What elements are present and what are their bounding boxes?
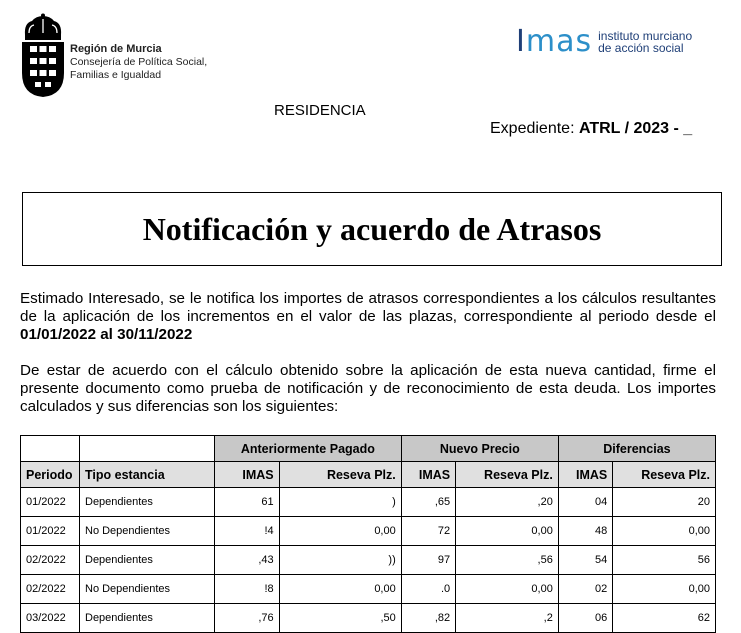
col-new-imas: IMAS — [401, 462, 455, 488]
table-cell: 02 — [558, 575, 612, 604]
table-cell: 0,00 — [456, 575, 559, 604]
table-cell: !4 — [215, 517, 280, 546]
imas-tagline: instituto murciano de acción social — [598, 29, 693, 55]
table-cell: ,76 — [215, 604, 280, 633]
table-cell: ,43 — [215, 546, 280, 575]
imas-wordmark: Imas — [516, 24, 593, 59]
table-row — [21, 604, 716, 633]
imas-logo — [516, 24, 693, 59]
paragraph-agreement: De estar de acuerdo con el cálculo obtenido sobre la aplicación de esta nueva cantidad, firme el presente documento como prueba de notificación y de reconocimiento de esta deuda. Los importes calculados y sus diferencias son los siguientes: — [20, 362, 716, 415]
table-cell: 0,00 — [279, 575, 401, 604]
table-cell: No Dependientes — [80, 517, 215, 546]
expediente-label: Expediente: — [490, 120, 575, 137]
table-cell: 06 — [558, 604, 612, 633]
table-group-header-row — [21, 436, 716, 462]
table-cell: 56 — [613, 546, 716, 575]
table-row — [21, 575, 716, 604]
table-cell: !8 — [215, 575, 280, 604]
region-department-block — [70, 43, 207, 82]
table-cell: 72 — [401, 517, 455, 546]
document-title: Notificación y acuerdo de Atrasos — [142, 210, 602, 247]
col-prev-reserva: Reseva Plz. — [279, 462, 401, 488]
table-cell: ,65 — [401, 488, 455, 517]
group-anteriormente-pagado: Anteriormente Pagado — [215, 436, 402, 462]
col-prev-imas: IMAS — [215, 462, 280, 488]
table-cell: ,56 — [456, 546, 559, 575]
table-cell: ,50 — [279, 604, 401, 633]
table-cell: No Dependientes — [80, 575, 215, 604]
table-cell: 0,00 — [456, 517, 559, 546]
group-diferencias: Diferencias — [558, 436, 715, 462]
expediente-value: ATRL / 2023 - _ — [578, 120, 693, 137]
expediente-line — [490, 120, 692, 138]
table-cell: 0,00 — [613, 517, 716, 546]
table-cell: 03/2022 — [21, 604, 80, 633]
region-name: Región de Murcia — [70, 43, 162, 55]
table-cell: 0,00 — [613, 575, 716, 604]
table-cell: 04 — [558, 488, 612, 517]
table-row — [21, 517, 716, 546]
table-cell: Dependientes — [80, 488, 215, 517]
table-cell: 02/2022 — [21, 546, 80, 575]
group-nuevo-precio: Nuevo Precio — [401, 436, 558, 462]
region-dept-line1: Consejería de Política Social, — [70, 56, 208, 68]
table-cell: 20 — [613, 488, 716, 517]
residencia-label: RESIDENCIA — [274, 102, 366, 119]
col-new-reserva: Reseva Plz. — [456, 462, 559, 488]
table-cell: 61 — [215, 488, 280, 517]
table-cell: ,2 — [456, 604, 559, 633]
table-cell: 0,00 — [279, 517, 401, 546]
paragraph-notice: Estimado Interesado, se le notifica los importes de atrasos correspondientes a los cálculos resultantes de la aplicación de los incrementos en el valor de las plazas, correspondiente al periodo desde el 01/01/2022 al 30/11/2022 — [20, 290, 716, 343]
table-cell: ) — [279, 488, 401, 517]
table-cell: 01/2022 — [21, 517, 80, 546]
region-murcia-crest-icon — [20, 13, 66, 99]
table-cell: 48 — [558, 517, 612, 546]
col-periodo: Periodo — [21, 462, 80, 488]
table-cell: 02/2022 — [21, 575, 80, 604]
arrears-table — [20, 435, 716, 633]
col-diff-reserva: Reseva Plz. — [613, 462, 716, 488]
table-cell: 54 — [558, 546, 612, 575]
table-row — [21, 488, 716, 517]
table-cell: 97 — [401, 546, 455, 575]
region-dept-line2: Familias e Igualdad — [70, 69, 162, 81]
table-cell: Dependientes — [80, 546, 215, 575]
table-cell: Dependientes — [80, 604, 215, 633]
period-range: 01/01/2022 al 30/11/2022 — [20, 326, 193, 343]
table-cell: )) — [279, 546, 401, 575]
table-cell: 62 — [613, 604, 716, 633]
table-cell: ,82 — [401, 604, 455, 633]
table-cell: .0 — [401, 575, 455, 604]
table-cell: ,20 — [456, 488, 559, 517]
col-tipo-estancia: Tipo estancia — [80, 462, 215, 488]
table-row — [21, 546, 716, 575]
col-diff-imas: IMAS — [558, 462, 612, 488]
table-cell: 01/2022 — [21, 488, 80, 517]
table-column-header-row — [21, 462, 716, 488]
document-title-box — [22, 192, 722, 266]
